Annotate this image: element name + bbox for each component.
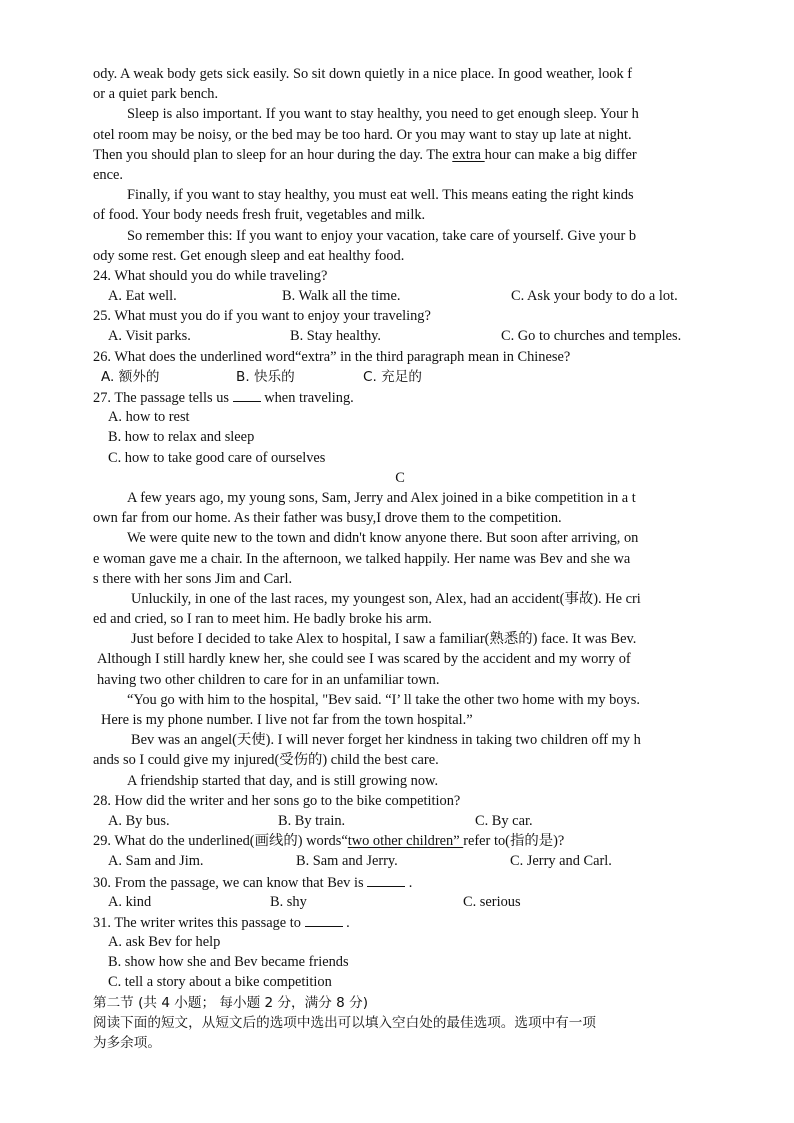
option-c[interactable]: C. By car. — [475, 812, 533, 829]
text-line: Although I still hardly knew her, she could see I was scared by the accident and my worry of — [97, 651, 631, 668]
question-stem: 24. What should you do while traveling? — [93, 267, 328, 284]
question-stem: 30. From the passage, we can know that Bev is . — [93, 872, 707, 892]
text-line: Just before I decided to take Alex to hospital, I saw a familiar(熟悉的) face. It was Bev. — [131, 631, 637, 648]
option-row — [93, 326, 707, 346]
option-b[interactable]: B. 快乐的 — [236, 368, 295, 385]
option-a[interactable]: A. kind — [108, 893, 152, 910]
text-line: ody. A weak body gets sick easily. So sit down quietly in a nice place. In good weather, look f — [93, 66, 633, 82]
option-c[interactable]: C. 充足的 — [363, 368, 422, 385]
text-line: A friendship started that day, and is still growing now. — [127, 772, 439, 789]
answer-blank — [305, 912, 343, 927]
question-25 — [93, 306, 707, 346]
answer-blank — [367, 872, 405, 887]
text-line: Bev was an angel(天使). I will never forget her kindness in taking two children off my h — [131, 732, 641, 749]
text-line: ence. — [93, 166, 123, 183]
question-26 — [93, 347, 707, 387]
section-label-c: C — [395, 469, 405, 486]
text-line: s there with her sons Jim and Carl. — [93, 570, 293, 587]
text-line: Unluckily, in one of the last races, my youngest son, Alex, had an accident(事故). He cri — [131, 590, 641, 607]
instructions-line: 为多余项。 — [93, 1035, 161, 1051]
text-line: Then you should plan to sleep for an hour during the day. The extra hour can make a big differ — [93, 146, 637, 163]
option-row — [93, 811, 707, 831]
passage-c — [93, 488, 707, 791]
text-line: having two other children to care for in an unfamiliar town. — [97, 671, 440, 688]
option-a[interactable]: A. ask Bev for help — [108, 934, 221, 951]
text-line: otel room may be noisy, or the bed may be too hard. Or you may want to stay up late at night. — [93, 126, 632, 143]
question-24 — [93, 266, 707, 306]
option-c[interactable]: C. Go to churches and temples. — [501, 328, 682, 345]
option-a[interactable]: A. 额外的 — [101, 368, 160, 385]
option-b[interactable]: B. Stay healthy. — [290, 328, 381, 345]
option-row — [93, 286, 707, 306]
option-b[interactable]: B. Sam and Jerry. — [296, 853, 398, 870]
text-line: own far from our home. As their father was busy,I drove them to the competition. — [93, 510, 562, 527]
text-line: Finally, if you want to stay healthy, you must eat well. This means eating the right kinds — [127, 187, 634, 204]
option-row — [93, 892, 707, 912]
question-27 — [93, 387, 707, 468]
exam-page — [93, 64, 707, 1053]
text-line: Sleep is also important. If you want to stay healthy, you need to get enough sleep. Your h — [127, 106, 639, 123]
question-stem: 26. What does the underlined word“extra” in the third paragraph mean in Chinese? — [93, 348, 571, 365]
question-31 — [93, 912, 707, 993]
option-a[interactable]: A. Sam and Jim. — [108, 853, 204, 870]
text-line: “You go with him to the hospital, "Bev said. “I’ ll take the other two home with my boys. — [127, 691, 640, 708]
answer-blank — [233, 387, 261, 402]
option-a[interactable]: A. Eat well. — [108, 288, 177, 305]
text-line: So remember this: If you want to enjoy your vacation, take care of yourself. Give your b — [127, 227, 637, 244]
option-c[interactable]: C. tell a story about a bike competition — [108, 974, 332, 991]
text-line: ody some rest. Get enough sleep and eat healthy food. — [93, 247, 405, 264]
question-stem: 27. The passage tells us when traveling. — [93, 387, 707, 407]
text-line: A few years ago, my young sons, Sam, Jerry and Alex joined in a bike competition in a t — [127, 489, 636, 506]
option-b[interactable]: B. Walk all the time. — [282, 288, 401, 305]
option-c[interactable]: C. Ask your body to do a lot. — [511, 288, 678, 305]
text-line: of food. Your body needs fresh fruit, vegetables and milk. — [93, 207, 426, 224]
question-stem: 28. How did the writer and her sons go to the bike competition? — [93, 792, 461, 809]
option-b[interactable]: B. show how she and Bev became friends — [108, 954, 349, 971]
option-c[interactable]: C. Jerry and Carl. — [510, 853, 612, 870]
text-line: We were quite new to the town and didn't know anyone there. But soon after arriving, on — [127, 530, 639, 547]
text-line: or a quiet park bench. — [93, 86, 219, 103]
section-2 — [93, 993, 707, 1054]
option-b[interactable]: B. how to relax and sleep — [108, 429, 255, 446]
passage-b — [93, 64, 707, 266]
question-stem: 31. The writer writes this passage to . — [93, 912, 707, 932]
section-heading: 第二节 (共 4 小题； 每小题 2 分，满分 8 分) — [93, 994, 369, 1011]
option-a[interactable]: A. Visit parks. — [108, 328, 191, 345]
question-28 — [93, 791, 707, 831]
option-c[interactable]: C. how to take good care of ourselves — [108, 449, 326, 466]
option-c[interactable]: C. serious — [463, 893, 521, 910]
option-a[interactable]: A. how to rest — [108, 409, 190, 426]
question-30 — [93, 872, 707, 912]
text-line: Here is my phone number. I live not far from the town hospital.” — [101, 712, 473, 728]
option-b[interactable]: B. shy — [270, 893, 307, 910]
question-stem: 25. What must you do if you want to enjoy your traveling? — [93, 308, 431, 325]
option-row — [93, 851, 707, 871]
underlined-word-extra: extra — [452, 146, 485, 163]
underlined-phrase: two other children” — [347, 833, 464, 850]
option-row — [93, 367, 707, 387]
question-stem: 29. What do the underlined(画线的) words“two other children” refer to(指的是)? — [93, 833, 565, 850]
option-b[interactable]: B. By train. — [278, 812, 346, 829]
instructions-line: 阅读下面的短文，从短文后的选项中选出可以填入空白处的最佳选项。选项中有一项 — [93, 1014, 596, 1031]
option-a[interactable]: A. By bus. — [108, 812, 170, 829]
text-line: ed and cried, so I ran to meet him. He badly broke his arm. — [93, 611, 432, 628]
text-line: e woman gave me a chair. In the afternoon, we talked happily. Her name was Bev and she wa — [93, 550, 631, 567]
question-29 — [93, 831, 707, 871]
text-line: ands so I could give my injured(受伤的) child the best care. — [93, 752, 439, 769]
